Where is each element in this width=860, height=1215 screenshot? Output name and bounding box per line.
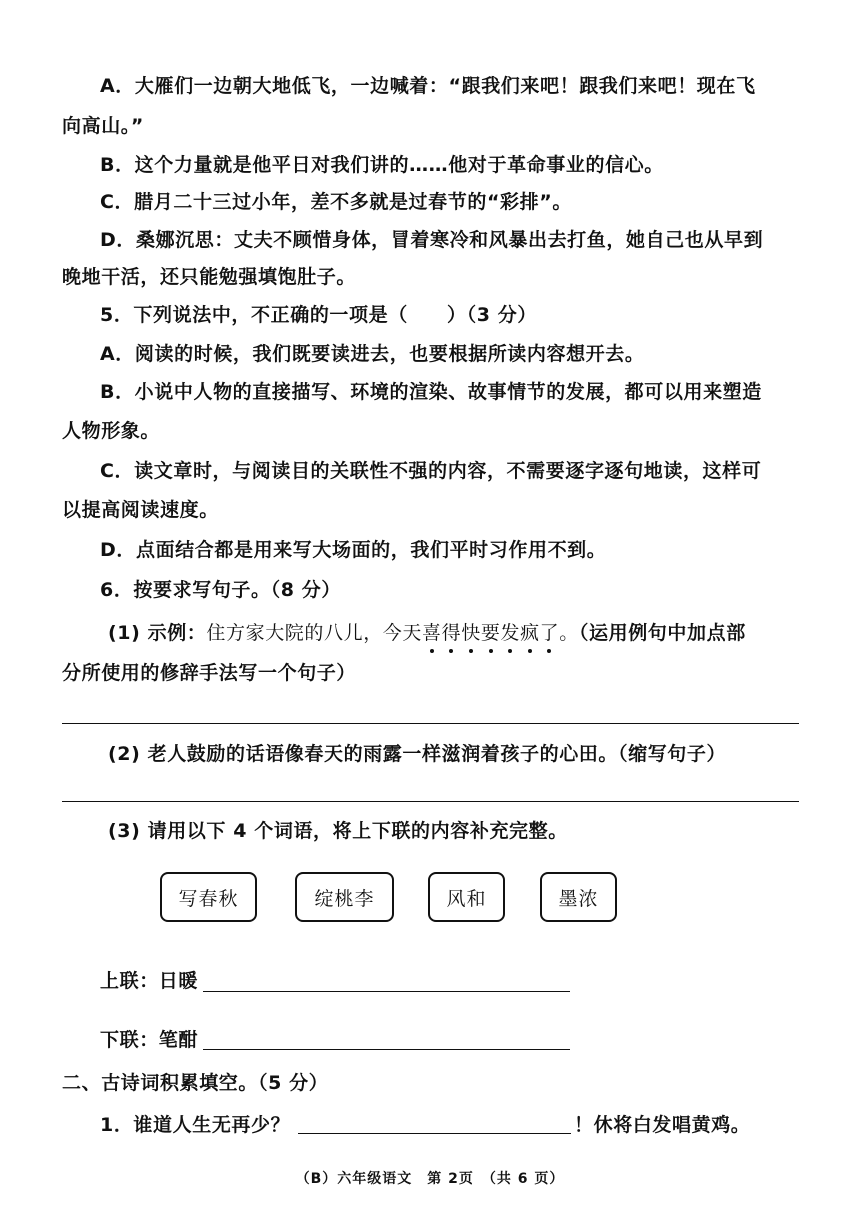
q5-option-c-line2: 以提高阅读速度。 [62, 499, 219, 521]
emphasis-char: 快 [461, 622, 481, 644]
word-box-3: 风和 [428, 872, 505, 922]
q4-option-a-line1: A．大雁们一边朝大地低飞，一边喊着：“跟我们来吧！跟我们来吧！现在飞 [100, 75, 756, 97]
q4-option-a-line2: 向高山。” [62, 115, 144, 137]
q4-option-d-line2: 晚地干活，还只能勉强填饱肚子。 [62, 266, 357, 288]
word-box-4: 墨浓 [540, 872, 617, 922]
emphasis-char: 喜 [422, 622, 442, 644]
q6-sub1-line2: 分所使用的修辞手法写一个句子） [62, 662, 357, 684]
q6-sub1-example [206, 622, 578, 644]
emphasis-char: 得 [441, 622, 462, 644]
lower-couplet-label: 下联：笔酣 [100, 1029, 199, 1051]
lower-couplet-blank[interactable] [203, 1049, 570, 1050]
q6-sub1-requirement: （运用例句中加点部 [578, 622, 746, 644]
answer-line-2[interactable] [62, 801, 799, 802]
emphasis-char: 发 [500, 622, 521, 644]
section2-q1-suffix: ！休将白发唱黄鸡。 [574, 1114, 751, 1136]
answer-line-1[interactable] [62, 723, 799, 724]
q6-sub1-prefix: (1) 示例： [108, 622, 207, 644]
q5-option-a: A．阅读的时候，我们既要读进去，也要根据所读内容想开去。 [100, 343, 645, 365]
page-footer: （B）六年级语文 第 2页 （共 6 页） [295, 1171, 565, 1187]
emphasis-char: 了 [539, 622, 560, 644]
emphasis-char: 疯 [520, 622, 540, 644]
q4-option-d-line1: D．桑娜沉思：丈夫不顾惜身体，冒着寒冷和风暴出去打鱼，她自己也从早到 [100, 229, 764, 251]
q5-option-b-line1: B．小说中人物的直接描写、环境的渲染、故事情节的发展，都可以用来塑造 [100, 381, 762, 403]
q6-sub1-example-end: 。 [559, 622, 579, 644]
q5-stem: 5．下列说法中，不正确的一项是（ ）（3 分） [100, 304, 537, 326]
emphasis-char: 要 [480, 622, 501, 644]
q4-option-b: B．这个力量就是他平日对我们讲的……他对于革命事业的信心。 [100, 154, 664, 176]
q6-sub1-example-plain: 住方家大院的八儿，今天 [206, 622, 423, 644]
word-box-1: 写春秋 [160, 872, 257, 922]
word-box-2: 绽桃李 [295, 872, 394, 922]
q6-sub2: (2) 老人鼓励的话语像春天的雨露一样滋润着孩子的心田。（缩写句子） [108, 743, 727, 765]
section2-q1-prefix: 1．谁道人生无再少？ [100, 1114, 291, 1136]
q4-option-c: C．腊月二十三过小年，差不多就是过春节的“彩排”。 [100, 191, 572, 213]
q5-option-d: D．点面结合都是用来写大场面的，我们平时习作用不到。 [100, 539, 607, 561]
section2-title: 二、古诗词积累填空。（5 分） [62, 1072, 329, 1094]
q6-stem: 6．按要求写句子。（8 分） [100, 579, 341, 601]
section2-q1-blank[interactable] [298, 1133, 571, 1134]
q5-option-c-line1: C．读文章时，与阅读目的关联性不强的内容，不需要逐字逐句地读，这样可 [100, 460, 762, 482]
q5-option-b-line2: 人物形象。 [62, 420, 161, 442]
upper-couplet-label: 上联：日暖 [100, 970, 199, 992]
q6-sub1-line1 [108, 620, 746, 646]
q6-sub1-example-dotted [422, 622, 559, 644]
q6-sub3: (3) 请用以下 4 个词语，将上下联的内容补充完整。 [108, 820, 568, 842]
upper-couplet-blank[interactable] [203, 991, 570, 992]
